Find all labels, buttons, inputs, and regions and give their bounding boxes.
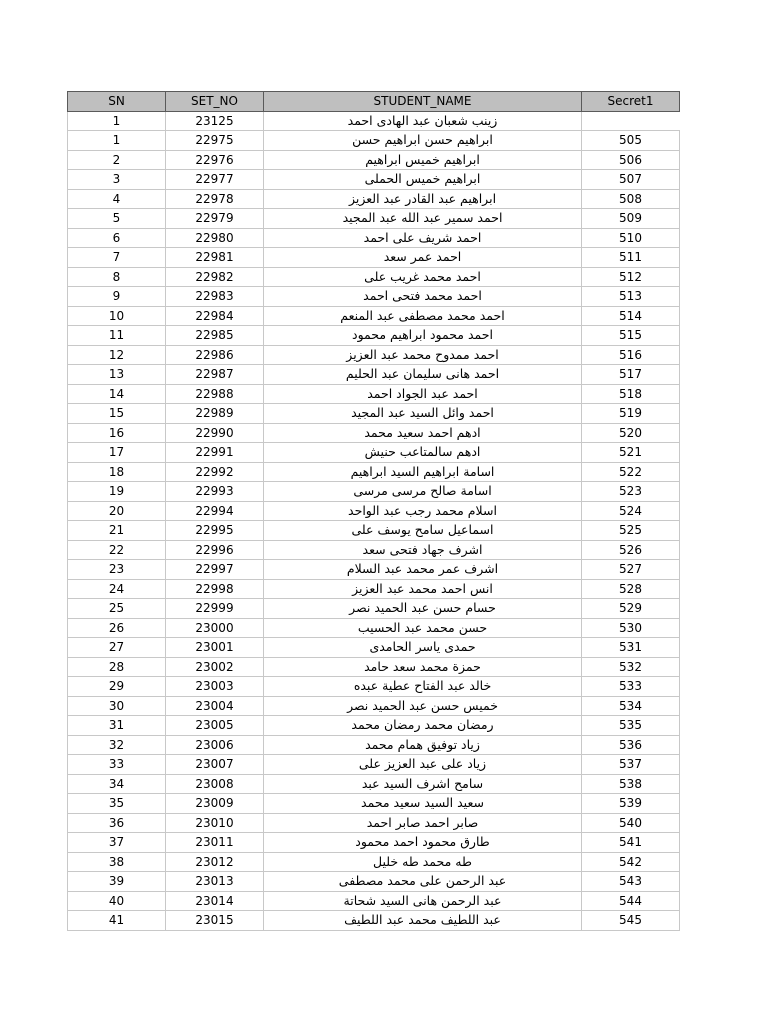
header-set-no[interactable]: SET_NO [166,92,264,112]
cell-sn[interactable]: 19 [68,482,166,502]
cell-secret1[interactable]: 530 [582,618,680,638]
cell-sn[interactable]: 9 [68,287,166,307]
table-row [68,813,680,833]
cell-sn[interactable]: 18 [68,462,166,482]
cell-set-no[interactable]: 23006 [166,735,264,755]
cell-set-no[interactable]: 22985 [166,326,264,346]
cell-sn[interactable]: 35 [68,794,166,814]
cell-set-no[interactable]: 23013 [166,872,264,892]
cell-secret1[interactable]: 511 [582,248,680,268]
cell-set-no[interactable]: 22989 [166,404,264,424]
cell-student-name[interactable]: اشرف عمر محمد عبد السلام [264,560,582,580]
cell-sn[interactable]: 26 [68,618,166,638]
cell-set-no[interactable]: 23000 [166,618,264,638]
cell-sn[interactable]: 30 [68,696,166,716]
header-sn[interactable]: SN [68,92,166,112]
cell-student-name[interactable]: ابراهيم خميس الحملى [264,170,582,190]
cell-secret1[interactable]: 509 [582,209,680,229]
table-row [68,345,680,365]
spreadsheet [67,91,680,931]
cell-secret1[interactable]: 518 [582,384,680,404]
cell-secret1[interactable]: 529 [582,599,680,619]
table-row [68,618,680,638]
table-row [68,521,680,541]
cell-sn[interactable]: 32 [68,735,166,755]
cell-sn[interactable]: 29 [68,677,166,697]
cell-set-no[interactable]: 22982 [166,267,264,287]
cell-student-name[interactable]: عبد الرحمن على محمد مصطفى [264,872,582,892]
cell-set-no[interactable]: 22996 [166,540,264,560]
cell-student-name[interactable]: اسماعيل سامح يوسف على [264,521,582,541]
cell-student-name[interactable]: حسن محمد عبد الحسيب [264,618,582,638]
table-row [68,443,680,463]
table-row [68,287,680,307]
cell-secret1[interactable]: 515 [582,326,680,346]
cell-sn[interactable]: 8 [68,267,166,287]
cell-sn[interactable]: 34 [68,774,166,794]
cell-sn[interactable]: 39 [68,872,166,892]
cell-sn[interactable]: 40 [68,891,166,911]
cell-secret1[interactable]: 528 [582,579,680,599]
cell-sn[interactable]: 6 [68,228,166,248]
cell-secret1[interactable]: 507 [582,170,680,190]
cell-set-no[interactable]: 22994 [166,501,264,521]
table-row [68,599,680,619]
cell-student-name[interactable]: ادهم سالمتاعب حنيش [264,443,582,463]
cell-student-name[interactable]: زينب شعبان عبد الهادى احمد [264,111,582,131]
cell-sn[interactable]: 38 [68,852,166,872]
cell-set-no[interactable]: 23015 [166,911,264,931]
cell-set-no[interactable]: 22990 [166,423,264,443]
cell-secret1[interactable]: 524 [582,501,680,521]
cell-student-name[interactable]: حسام حسن عبد الحميد نصر [264,599,582,619]
cell-student-name[interactable]: احمد سمير عبد الله عبد المجيد [264,209,582,229]
cell-sn[interactable]: 31 [68,716,166,736]
table-row [68,404,680,424]
cell-secret1[interactable]: 538 [582,774,680,794]
cell-secret1[interactable]: 532 [582,657,680,677]
cell-set-no[interactable]: 22979 [166,209,264,229]
cell-student-name[interactable]: احمد محمد فتحى احمد [264,287,582,307]
cell-secret1[interactable]: 544 [582,891,680,911]
cell-secret1[interactable]: 510 [582,228,680,248]
cell-secret1[interactable]: 521 [582,443,680,463]
cell-student-name[interactable]: انس احمد محمد عبد العزيز [264,579,582,599]
table-row [68,638,680,658]
cell-secret1[interactable]: 539 [582,794,680,814]
cell-set-no[interactable]: 22975 [166,131,264,151]
cell-student-name[interactable]: خالد عبد الفتاح عطية عبده [264,677,582,697]
cell-secret1[interactable]: 512 [582,267,680,287]
cell-sn[interactable]: 16 [68,423,166,443]
cell-student-name[interactable]: رمضان محمد رمضان محمد [264,716,582,736]
cell-set-no[interactable]: 23012 [166,852,264,872]
cell-student-name[interactable]: احمد وائل السيد عبد المجيد [264,404,582,424]
cell-student-name[interactable]: احمد عمر سعد [264,248,582,268]
cell-student-name[interactable]: اشرف جهاد فتحى سعد [264,540,582,560]
cell-student-name[interactable]: احمد عبد الجواد احمد [264,384,582,404]
cell-secret1[interactable]: 523 [582,482,680,502]
cell-set-no[interactable]: 22998 [166,579,264,599]
cell-secret1[interactable]: 522 [582,462,680,482]
cell-student-name[interactable]: حمدى ياسر الحامدى [264,638,582,658]
table-row [68,657,680,677]
table-row [68,891,680,911]
cell-sn[interactable]: 36 [68,813,166,833]
table-row [68,696,680,716]
table-row [68,189,680,209]
cell-student-name[interactable]: اسامة ابراهيم السيد ابراهيم [264,462,582,482]
cell-sn[interactable]: 25 [68,599,166,619]
cell-sn[interactable]: 24 [68,579,166,599]
cell-set-no[interactable]: 22978 [166,189,264,209]
cell-student-name[interactable]: احمد محمود ابراهيم محمود [264,326,582,346]
cell-set-no[interactable]: 22986 [166,345,264,365]
table-row [68,228,680,248]
cell-secret1[interactable]: 545 [582,911,680,931]
cell-student-name[interactable]: ابراهيم عبد القادر عبد العزيز [264,189,582,209]
table-row [68,209,680,229]
table-row [68,540,680,560]
cell-sn[interactable]: 3 [68,170,166,190]
cell-set-no[interactable]: 22992 [166,462,264,482]
cell-student-name[interactable]: حمزة محمد سعد حامد [264,657,582,677]
table-row [68,462,680,482]
cell-student-name[interactable]: ابراهيم حسن ابراهيم حسن [264,131,582,151]
cell-set-no[interactable]: 22981 [166,248,264,268]
table-row [68,735,680,755]
cell-sn[interactable]: 11 [68,326,166,346]
header-row [68,92,680,112]
table-row [68,248,680,268]
cell-student-name[interactable]: عبد اللطيف محمد عبد اللطيف [264,911,582,931]
cell-set-no[interactable]: 23003 [166,677,264,697]
cell-set-no[interactable]: 23005 [166,716,264,736]
cell-set-no[interactable]: 23001 [166,638,264,658]
table-row [68,501,680,521]
table-row [68,677,680,697]
cell-secret1[interactable]: 517 [582,365,680,385]
cell-secret1[interactable] [582,111,680,131]
cell-set-no[interactable]: 22980 [166,228,264,248]
table-row [68,852,680,872]
cell-secret1[interactable]: 527 [582,560,680,580]
cell-set-no[interactable]: 22987 [166,365,264,385]
table-row [68,326,680,346]
cell-set-no[interactable]: 23011 [166,833,264,853]
table-row [68,365,680,385]
cell-secret1[interactable]: 506 [582,150,680,170]
cell-set-no[interactable]: 22977 [166,170,264,190]
table-row [68,131,680,151]
cell-student-name[interactable]: طارق محمود احمد محمود [264,833,582,853]
cell-secret1[interactable]: 531 [582,638,680,658]
cell-sn[interactable]: 20 [68,501,166,521]
cell-sn[interactable]: 2 [68,150,166,170]
cell-sn[interactable]: 37 [68,833,166,853]
cell-set-no[interactable]: 22995 [166,521,264,541]
cell-set-no[interactable]: 23125 [166,111,264,131]
table-row [68,306,680,326]
cell-sn[interactable]: 22 [68,540,166,560]
cell-secret1[interactable]: 542 [582,852,680,872]
cell-student-name[interactable]: سامح اشرف السيد عبد [264,774,582,794]
table-row [68,150,680,170]
table-row [68,716,680,736]
cell-secret1[interactable]: 540 [582,813,680,833]
cell-secret1[interactable]: 543 [582,872,680,892]
table-row [68,911,680,931]
cell-secret1[interactable]: 519 [582,404,680,424]
table-row [68,560,680,580]
cell-set-no[interactable]: 23009 [166,794,264,814]
cell-sn[interactable]: 28 [68,657,166,677]
table-row [68,774,680,794]
cell-secret1[interactable]: 536 [582,735,680,755]
cell-set-no[interactable]: 23014 [166,891,264,911]
cell-secret1[interactable]: 541 [582,833,680,853]
table-row [68,872,680,892]
cell-sn[interactable]: 10 [68,306,166,326]
cell-sn[interactable]: 5 [68,209,166,229]
cell-student-name[interactable]: ابراهيم خميس ابراهيم [264,150,582,170]
cell-set-no[interactable]: 22983 [166,287,264,307]
cell-sn[interactable]: 21 [68,521,166,541]
cell-sn[interactable]: 7 [68,248,166,268]
cell-set-no[interactable]: 23007 [166,755,264,775]
cell-student-name[interactable]: اسامة صالح مرسى مرسى [264,482,582,502]
cell-sn[interactable]: 1 [68,131,166,151]
table-row [68,423,680,443]
cell-secret1[interactable]: 534 [582,696,680,716]
cell-set-no[interactable]: 22997 [166,560,264,580]
cell-sn[interactable]: 15 [68,404,166,424]
cell-secret1[interactable]: 537 [582,755,680,775]
cell-student-name[interactable]: احمد ممدوح محمد عبد العزيز [264,345,582,365]
cell-set-no[interactable]: 23004 [166,696,264,716]
cell-sn[interactable]: 33 [68,755,166,775]
table-row [68,833,680,853]
table-row [68,384,680,404]
table-row [68,579,680,599]
cell-secret1[interactable]: 535 [582,716,680,736]
cell-student-name[interactable]: عبد الرحمن هانى السيد شحاتة [264,891,582,911]
cell-sn[interactable]: 12 [68,345,166,365]
cell-sn[interactable]: 17 [68,443,166,463]
cell-student-name[interactable]: احمد محمد غريب على [264,267,582,287]
cell-student-name[interactable]: زياد على عبد العزيز على [264,755,582,775]
cell-set-no[interactable]: 23002 [166,657,264,677]
cell-secret1[interactable]: 505 [582,131,680,151]
cell-secret1[interactable]: 513 [582,287,680,307]
cell-set-no[interactable]: 23008 [166,774,264,794]
cell-sn[interactable]: 27 [68,638,166,658]
cell-secret1[interactable]: 526 [582,540,680,560]
cell-sn[interactable]: 13 [68,365,166,385]
cell-sn[interactable]: 23 [68,560,166,580]
cell-set-no[interactable]: 23010 [166,813,264,833]
cell-set-no[interactable]: 22991 [166,443,264,463]
table-row [68,755,680,775]
cell-sn[interactable]: 1 [68,111,166,131]
cell-set-no[interactable]: 22988 [166,384,264,404]
table-row [68,794,680,814]
cell-sn[interactable]: 4 [68,189,166,209]
cell-student-name[interactable]: احمد شريف على احمد [264,228,582,248]
cell-sn[interactable]: 41 [68,911,166,931]
table-row [68,170,680,190]
cell-set-no[interactable]: 22976 [166,150,264,170]
cell-secret1[interactable]: 516 [582,345,680,365]
cell-secret1[interactable]: 508 [582,189,680,209]
table-row [68,482,680,502]
cell-secret1[interactable]: 520 [582,423,680,443]
table-row [68,111,680,131]
cell-student-name[interactable]: خميس حسن عبد الحميد نصر [264,696,582,716]
cell-secret1[interactable]: 514 [582,306,680,326]
header-student-name[interactable]: STUDENT_NAME [264,92,582,112]
student-table [67,91,680,931]
cell-student-name[interactable]: احمد محمد مصطفى عبد المنعم [264,306,582,326]
cell-student-name[interactable]: احمد هانى سليمان عبد الحليم [264,365,582,385]
cell-secret1[interactable]: 533 [582,677,680,697]
cell-student-name[interactable]: سعيد السيد سعيد محمد [264,794,582,814]
header-secret1[interactable]: Secret1 [582,92,680,112]
cell-secret1[interactable]: 525 [582,521,680,541]
cell-student-name[interactable]: ادهم احمد سعيد محمد [264,423,582,443]
cell-set-no[interactable]: 22999 [166,599,264,619]
cell-student-name[interactable]: طه محمد طه خليل [264,852,582,872]
cell-sn[interactable]: 14 [68,384,166,404]
cell-set-no[interactable]: 22984 [166,306,264,326]
cell-student-name[interactable]: صابر احمد صابر احمد [264,813,582,833]
cell-set-no[interactable]: 22993 [166,482,264,502]
table-row [68,267,680,287]
cell-student-name[interactable]: زياد توفيق همام محمد [264,735,582,755]
cell-student-name[interactable]: اسلام محمد رجب عبد الواحد [264,501,582,521]
